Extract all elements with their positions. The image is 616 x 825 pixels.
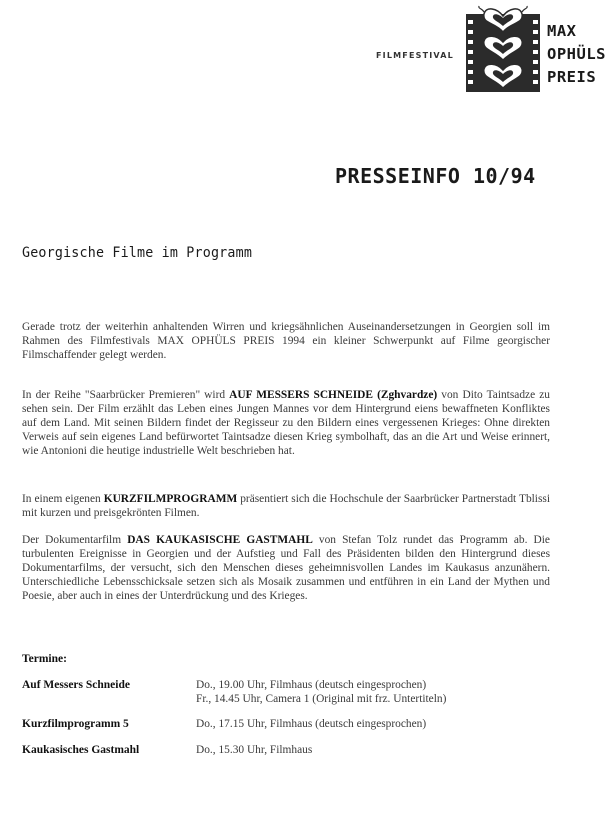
- paragraph-auf-messers-schneide: [22, 388, 550, 458]
- logo-wordmark: [547, 20, 606, 89]
- film-title-bold: DAS KAUKASISCHE GASTMAHL: [127, 534, 313, 546]
- schedule-title: Kaukasisches Gastmahl: [22, 744, 140, 756]
- schedule-line: Do., 15.30 Uhr, Filmhaus: [196, 744, 313, 756]
- paragraph-text: von Dito Taintsadze zu sehen sein. Der Film erzählt das Leben eines Jungen Mannes vor dem Hintergrund eiens bewaffneten Konfliktes auf dem Land. Mit seinen Bildern findet der Regisseur zu den Bildern eines vergessenen Krieges: Ohne direkten Verweis auf sein eigenes Land befürwortet Taintsadze diesen Krieg symbolhaft, das an die Art und Weise erinnert, wie Antonioni die heutige industrielle Welt beschrieben hat.: [22, 389, 550, 457]
- paragraph-kaukasische-gastmahl: [22, 533, 550, 603]
- logo-line-preis: PREIS: [547, 68, 597, 86]
- paragraph-text: Der Dokumentarfilm: [22, 534, 128, 546]
- paragraph-text: präsentiert sich die Hochschule der Saarbrücker Partnerstadt Tblissi mit kurzen und preisgekrönten Filmen.: [22, 493, 551, 519]
- logo-line-max: MAX: [547, 22, 577, 40]
- logo-line-ophuels: OPHÜLS: [547, 45, 606, 63]
- presseinfo-title: PRESSEINFO 10/94: [335, 164, 536, 188]
- termine-label: Termine:: [22, 653, 67, 665]
- schedule-line: Do., 19.00 Uhr, Filmhaus (deutsch eingesprochen): [196, 679, 427, 691]
- schedule-line: Do., 17.15 Uhr, Filmhaus (deutsch eingesprochen): [196, 718, 427, 730]
- festival-label: FILMFESTIVAL: [376, 51, 454, 60]
- schedule-line: Fr., 14.45 Uhr, Camera 1 (Original mit frz. Untertiteln): [196, 693, 447, 705]
- paragraph-text: von Stefan Tolz rundet das Programm ab. Die turbulenten Ereignisse in Georgien und der Aufstieg und Fall des Präsidenten bilden den Hintergrund dieses Dokumentarfilms, der versucht, sich den Menschen dieses geheimnisvollen Landes im Kaukasus anzunähern. Unterschiedliche Lebensschicksale setzen sich als Mosaik zusammen und entführen in ein Land der Mythen und Poesie, aber auch in eines der Unterdrückung und des Krieges.: [22, 534, 550, 602]
- schedule-title: Kurzfilmprogramm 5: [22, 718, 129, 730]
- paragraph-intro: Gerade trotz der weiterhin anhaltenden Wirren und kriegsähnlichen Auseinandersetzungen in Georgien soll im Rahmen des Filmfestivals MAX OPHÜLS PREIS 1994 ein kleiner Schwerpunkt auf Filme georgischer Filmschaffender gelegt werden.: [22, 321, 550, 361]
- paragraph-kurzfilmprogramm: [22, 492, 550, 520]
- program-title-bold: KURZFILMPROGRAMM: [103, 493, 238, 505]
- paragraph-text: In der Reihe "Saarbrücker Premieren" wird: [22, 389, 230, 401]
- film-title-bold: AUF MESSERS SCHNEIDE (Zghvardze): [229, 389, 438, 401]
- schedule-title: Auf Messers Schneide: [22, 679, 130, 691]
- paragraph-text: In einem eigenen: [22, 493, 104, 505]
- headline: Georgische Filme im Programm: [22, 245, 253, 261]
